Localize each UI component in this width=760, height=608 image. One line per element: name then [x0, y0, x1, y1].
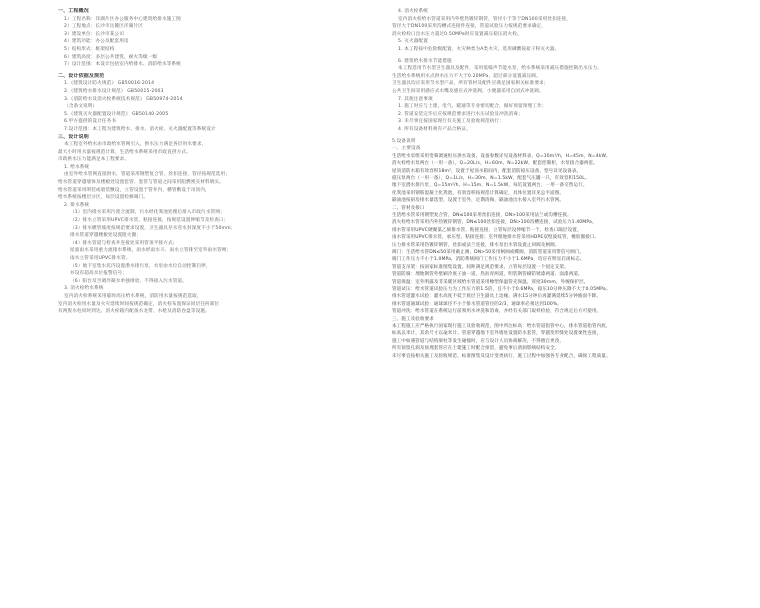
dense-text-line: 所有预留孔洞及预埋套管应在土建施工时配合预留，避免事后凿洞影响结构安全。 — [392, 346, 560, 352]
dense-text-line: 生活给水泵组采用变频调速恒压供水设备，设备参数详见设备材料表，Q=10m³/h，H=45m，N=4kW。 — [392, 153, 611, 159]
section-heading: 三、设计说明 — [58, 133, 89, 140]
dense-text-line: 排水管道灌水试验：灌水高度不低于底层卫生器具上边缘，满水15分钟后再灌满延续5分钟液面不降。 — [392, 294, 601, 300]
dense-text-line: 排水管道通球试验：通球球径不小于排水管道管径的2/3，通球率必须达到100%。 — [392, 301, 562, 307]
text-line: 7. 其他注意事项 — [398, 96, 433, 102]
text-line: （含条文说明） — [64, 104, 98, 110]
dense-text-line: 稳压泵两台（一用一备），Q=1L/s，H=30m，N=1.5kW，配套气压罐一只，有效容积150L。 — [392, 175, 590, 181]
text-line: （6）阳台及空调冷凝水单独排放，不得接入污水管道。 — [70, 278, 187, 284]
text-line: 3. 未尽事宜按国家现行有关施工及验收规范执行； — [398, 119, 504, 125]
text-line: （5）地下室集水坑内设置潜水排污泵，水泵由水位自动控制启停， — [70, 263, 211, 269]
dense-text-line: 未尽事宜按相关施工及验收规范、标准图集及设计变更执行，施工过程中加强各专业配合，确保工程质量。 — [392, 353, 611, 359]
dense-text-line: 管道试压：给水管道试验压力为工作压力的1.5倍，且不小于0.6MPa，稳压10分钟压降不大于0.05MPa。 — [392, 287, 611, 292]
dense-text-line: 生活给水管采用钢塑复合管，DN≤100采用丝扣连接，DN>100采用法兰或沟槽连接。 — [392, 212, 572, 218]
text-line: 6. 建筑给水排水节能措施 — [398, 58, 452, 64]
text-line: 给水管道采用明装或暗装敷设，立管设置于管井内，横管敷设于吊顶内， — [58, 187, 210, 193]
text-line: 一、主要设备 — [392, 146, 421, 152]
section-heading: 一、工程概况 — [58, 8, 89, 14]
left-text-column — [58, 8, 358, 316]
text-line: 雨水立管采用UPVC排水管。 — [70, 256, 131, 261]
text-line: 给水系统按楼层分区，每层设置检修阀门。 — [58, 195, 149, 201]
text-line: 6.甲方提供的设计任务书 — [64, 119, 117, 125]
text-line: 1. 给水系统 — [64, 164, 90, 170]
dense-text-line: 管道防腐：埋地钢管外壁刷冷底子油一道、热沥青两道，明装钢管刷防锈漆两道、面漆两道。 — [392, 272, 583, 278]
text-line: 有两股水柱同时到达，消火栓箱内配备水龙带、水枪及消防卷盘等设施。 — [58, 309, 210, 315]
right-top-block — [392, 8, 704, 153]
text-line: 5. 灭火器配置 — [398, 39, 429, 45]
text-line: 公共卫生间采用感应式水嘴及感应式冲洗阀，小便器采用自闭式冲洗阀。 — [392, 88, 544, 94]
dense-text-line: 消火栓给水泵两台（一用一备），Q=20L/s，H=60m，N=22kW，配套控制柜，水泵接合器两套。 — [392, 161, 598, 167]
dense-text-line: 施工中如遇管道与结构梁柱等发生碰撞时，应与设计人员协商解决，不得擅自更改， — [392, 338, 565, 344]
text-line: 3. 消火栓给水系统 — [64, 286, 104, 292]
dense-text-line: 排水管采用UPVC硬聚氯乙烯排水管，粘接连接，立管每层设伸缩节一个，检查口隔层设置。 — [392, 227, 582, 233]
text-line: 2）工程地点：长沙市岳麓区洋湖片区 — [64, 24, 143, 30]
right-dense-block — [392, 153, 704, 360]
text-line: 5.《建筑灭火器配置设计规范》 GB50140-2005 — [64, 111, 169, 117]
text-line: 本工程室外给水由市政给水管网引入，供水压力满足各层用水要求， — [64, 142, 207, 148]
dense-text-line: 管道保温：室外明露及非采暖区域给水管道采用橡塑保温管壳保温，厚度30mm，外缠保护层。 — [392, 279, 589, 285]
dense-text-line: 压力排水管采用热镀锌钢管，丝扣或法兰连接，排水泵出水管设置止回阀及闸阀。 — [392, 242, 560, 248]
text-line: 5）结构形式：框架结构 — [64, 46, 115, 52]
dense-text-line: 阀门工作压力不小于1.0MPa，消防系统阀门工作压力不小于1.6MPa，均应有明显启闭标志。 — [392, 257, 585, 263]
text-line: 4）建筑功能：办公及配套用房 — [64, 39, 129, 45]
dense-text-line: 二、管材及接口 — [392, 205, 425, 211]
text-line: 由室外给水管网直接供水，管道采用钢塑复合管，丝扣连接，管径按规范选用； — [64, 172, 231, 178]
text-line: 室内消火栓用水量及火灾延续时间按规范确定，消火栓布置保证同层任何部位 — [58, 301, 220, 307]
text-line: （4）排水管道与检查井连接处采用管顶平接方式； — [70, 240, 178, 246]
text-line: 本工程选用节水型卫生器具及配件，采用低噪声节能水泵，给水系统采用减压措施控制出水压力， — [398, 66, 602, 72]
text-line: 7.设计范围：本工程为建筑给水、排水、消火栓、灭火器配置等系统设计 — [64, 126, 216, 132]
dense-text-line: 阀门：生活给水管DN≤50采用截止阀，DN>50采用闸阀或蝶阀，消防管道采用带信号阀门。 — [392, 249, 585, 255]
text-line: （1）室内排水采用污废合流制，污水经化粪池处理后排入市政污水管网； — [70, 210, 225, 216]
text-line: 5.设备说明 — [392, 138, 416, 144]
text-line: 给水管道穿越墙体及楼板处设置套管，套管与管道之间采用阻燃密实材料填实。 — [58, 180, 225, 186]
text-line: 4. 所有设备材料须有产品合格证。 — [398, 126, 471, 132]
text-line: 生活给水系统用水点供水压力不大于0.20MPa，超过部分设置减压阀。 — [392, 73, 541, 79]
dense-text-line: 地下室潜水排污泵，Q=15m³/h，H=15m，N=1.5kW，每坑设置两台，一用一备交替运行。 — [392, 183, 588, 189]
dense-text-line: 屋顶消防水箱有效容积18m³，设置于屋顶水箱间内，配套消防稳压设备，型号详见设备表。 — [392, 168, 582, 174]
text-line: 2. 排水系统 — [64, 202, 90, 208]
text-line: 卫生器具均应采用节水型产品，所有管材及配件应满足国家相关标准要求； — [392, 81, 549, 87]
dense-text-line: 标高以米计，其余尺寸以毫米计。管道穿越地下室外墙处设置防水套管，穿越变形缝处设置柔性连接， — [392, 331, 602, 337]
dense-text-line: 三、施工及验收要求 — [392, 316, 434, 322]
text-line: 1）工程名称：洋湖片区办公服务中心建筑给排水施工图 — [64, 16, 181, 22]
text-line: 室内消火栓系统采用临时高压给水系统，消防用水量按规范选取， — [64, 293, 202, 299]
text-line: 管径大于DN100采用沟槽式连接件连接，管道试验压力按规范要求确定， — [392, 24, 547, 30]
text-line: 室内消火栓给水管道采用内外壁热镀锌钢管，管径小于等于DN100采用丝扣连接， — [398, 16, 572, 22]
text-line: 4. 消火栓系统 — [398, 9, 429, 14]
dense-text-line: 化粪池采用钢筋混凝土化粪池，有效容积按规范计算确定，具体位置详见总平面图。 — [392, 190, 565, 196]
dense-text-line: 消火栓给水管采用内外热镀锌钢管，DN≤100丝扣连接，DN>100沟槽连接，试验压力1.40MPa。 — [392, 220, 597, 226]
text-line: 1.《建筑设计防火规范》 GB50016-2014 — [64, 81, 155, 87]
text-line: 3.《消防给水及消火栓系统技术规范》 GB50974-2014 — [64, 96, 183, 102]
text-line: （3）排水横管坡度按规范要求设置，卫生器具存水弯水封深度不小于50mm； — [70, 225, 236, 231]
dense-text-line: 隔油池按厨房排水量选型，设置于室外，定期清掏，隔油池出水接入室外污水管网。 — [392, 198, 565, 204]
dense-text-line: 雨水管采用UPVC排水管，承压型，粘接连接；室外埋地排水管采用HDPE双壁波纹管，橡胶圈接口。 — [392, 235, 600, 241]
right-text-column — [392, 8, 704, 360]
text-line: 屋面雨水采用重力流排水系统，雨水经雨水斗、雨水立管排至室外雨水管网； — [70, 248, 232, 254]
text-line: 1. 施工时应与土建、电气、暖通等专业密切配合，做好预留预埋工作； — [398, 104, 547, 110]
text-line: 排水管道穿越楼板处设置阻火圈； — [70, 233, 142, 239]
dense-text-line: 管道冲洗：给水管道在系统运行前须用水冲洗和消毒，并经有关部门取样检验，符合规定后方可使用。 — [392, 309, 602, 315]
dense-text-line: 本工程施工应严格执行国家现行施工及验收规范，图中所注标高：给水管道指管中心，排水管道指管内底， — [392, 324, 611, 330]
text-line: （2）排水立管采用UPVC排水管，粘接连接，按规范设置伸缩节及检查口； — [70, 218, 229, 224]
text-line: 最大小时用水量按规范计算，生活给水系统采用市政直供方式。 — [58, 149, 191, 155]
text-line: 7）设计范围：本设计包括室内给排水、消防给水等系统 — [64, 62, 181, 68]
text-line: 并设有超高水位报警信号； — [70, 271, 127, 277]
text-line: 市政供水压力能满足本工程要求。 — [58, 157, 130, 163]
text-line: 消火栓栓口出水压力超过0.50MPa时应设置减压稳压消火栓。 — [392, 31, 522, 37]
text-line: 6）建筑高度：多层公共建筑，耐火等级一级 — [64, 54, 158, 60]
text-line: 3）建设单位：长沙市某公司 — [64, 31, 124, 37]
section-heading: 二、设计依据及规范 — [58, 72, 105, 79]
text-line: 2.《建筑给水排水设计规范》 GB50015-2003 — [64, 88, 164, 94]
dense-text-line: 管道支吊架：按国家标准图集设置，间距满足规范要求，立管每层设置一个固定支架。 — [392, 264, 569, 270]
text-line: 2. 管道安装完毕后应按规范要求进行水压试验及冲洗消毒； — [398, 111, 523, 117]
text-line: 1. 本工程按中危险级配置，火灾种类为A类火灾，选用磷酸铵盐干粉灭火器。 — [398, 46, 560, 52]
